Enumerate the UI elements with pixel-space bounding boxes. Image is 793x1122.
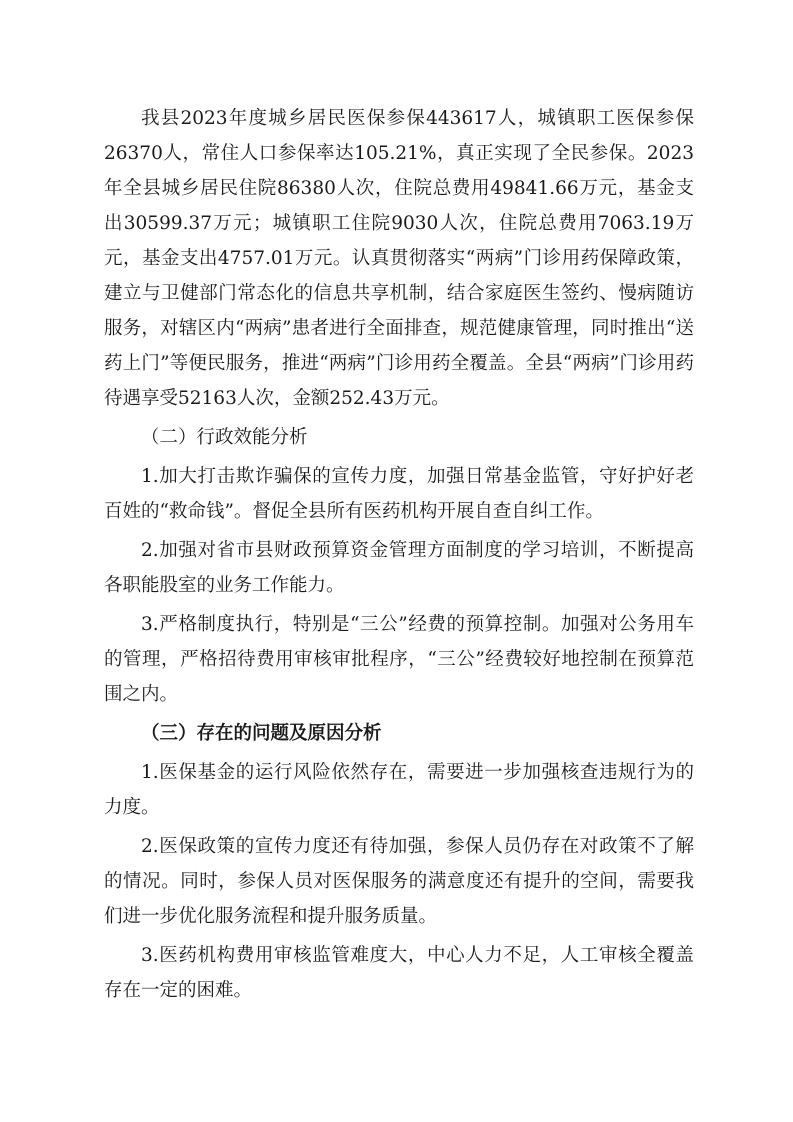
list-item: 3.严格制度执行，特别是“三公”经费的预算控制。加强对公务用车的管理，严格招待费用审核审批程序，“三公”经费较好地控制在预算范围之内。 (104, 614, 694, 705)
paragraph-insurance-statistics: 我县2023年度城乡居民医保参保443617人，城镇职工医保参保26370人，常住人口参保率达105.21%，真正实现了全民参保。2023年全县城乡居民住院86380人次，住院总费用49841.66万元，基金支出30599.37万元；城镇职工住院9030人次，住院总费用7063.19万元，基金支出4757.01万元。认真贯彻落实“两病”门诊用药保障政策，建立与卫健部门常态化的信息共享机制，结合家庭医生签约、慢病随访服务，对辖区内“两病”患者进行全面排查，规范健康管理，同时推出“送药上门”等便民服务，推进“两病”门诊用药全覆盖。全县“两病”门诊用药待遇享受52163人次，金额252.43万元。 (104, 108, 694, 409)
section-heading-administrative-efficiency: （二）行政效能分析 (141, 427, 308, 448)
list-item: 1.医保基金的运行风险依然存在，需要进一步加强核查违规行为的力度。 (104, 762, 694, 818)
document-body (104, 101, 694, 1012)
list-item: 2.加强对省市县财政预算资金管理方面制度的学习培训，不断提高各职能股室的业务工作能力。 (104, 540, 694, 596)
list-item: 1.加大打击欺诈骗保的宣传力度，加强日常基金监管，守好护好老百姓的“救命钱”。督促全县所有医药机构开展自查自纠工作。 (104, 466, 694, 522)
list-item: 2.医保政策的宣传力度还有待加强，参保人员仍存在对政策不了解的情况。同时，参保人员对医保服务的满意度还有提升的空间，需要我们进一步优化服务流程和提升服务质量。 (104, 836, 694, 927)
section-heading-problems-analysis: （三）存在的问题及原因分析 (141, 723, 382, 744)
list-item: 3.医药机构费用审核监管难度大，中心人力不足，人工审核全覆盖存在一定的困难。 (104, 945, 694, 1001)
